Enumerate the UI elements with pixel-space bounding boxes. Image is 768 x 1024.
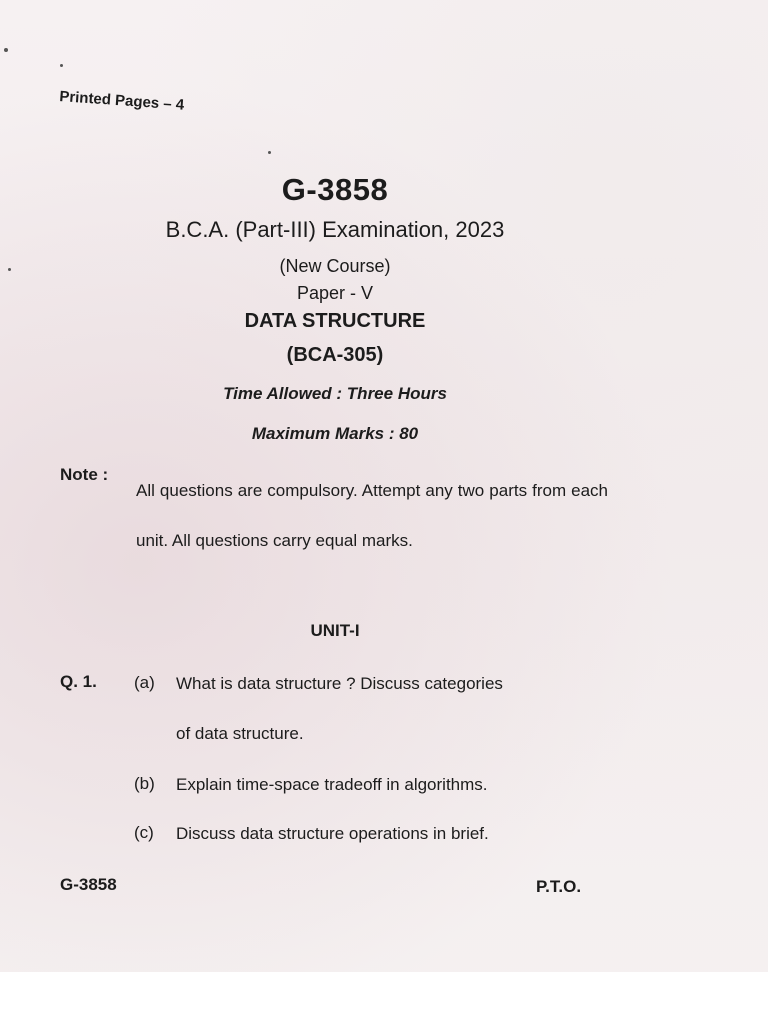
question-number: Q. 1. bbox=[60, 672, 97, 691]
note-text: All questions are compulsory. Attempt any two parts from each unit. All questions carry equal marks. bbox=[136, 481, 608, 550]
scan-speck bbox=[60, 64, 63, 67]
part-c-text: Discuss data structure operations in brief. bbox=[176, 824, 489, 843]
part-b-label: (b) bbox=[134, 774, 155, 793]
part-b-text: Explain time-space tradeoff in algorithms. bbox=[176, 775, 488, 794]
footer-exam-code: G-3858 bbox=[60, 875, 117, 894]
exam-code-title: G-3858 bbox=[281, 172, 389, 207]
part-c-label: (c) bbox=[134, 823, 154, 842]
time-allowed: Time Allowed : Three Hours bbox=[223, 384, 447, 403]
scan-speck bbox=[8, 268, 11, 271]
exam-title: B.C.A. (Part-III) Examination, 2023 bbox=[165, 217, 505, 242]
subject-code: (BCA-305) bbox=[286, 344, 384, 366]
unit-heading: UNIT-I bbox=[310, 621, 360, 640]
subject-title: DATA STRUCTURE bbox=[244, 310, 426, 332]
paper-number: Paper - V bbox=[296, 283, 374, 303]
part-a-text-line1: What is data structure ? Discuss categories bbox=[176, 674, 503, 693]
scan-speck bbox=[268, 151, 271, 154]
maximum-marks: Maximum Marks : 80 bbox=[251, 424, 419, 443]
footer-pto: P.T.O. bbox=[536, 877, 582, 896]
note-label: Note : bbox=[60, 465, 109, 484]
course-label: (New Course) bbox=[279, 256, 391, 276]
part-a-text-line2: of data structure. bbox=[176, 724, 304, 743]
part-a-label: (a) bbox=[134, 673, 155, 692]
scan-speck bbox=[4, 48, 8, 52]
scan-bottom-margin bbox=[0, 972, 768, 1024]
printed-pages-label: Printed Pages – 4 bbox=[58, 88, 185, 114]
